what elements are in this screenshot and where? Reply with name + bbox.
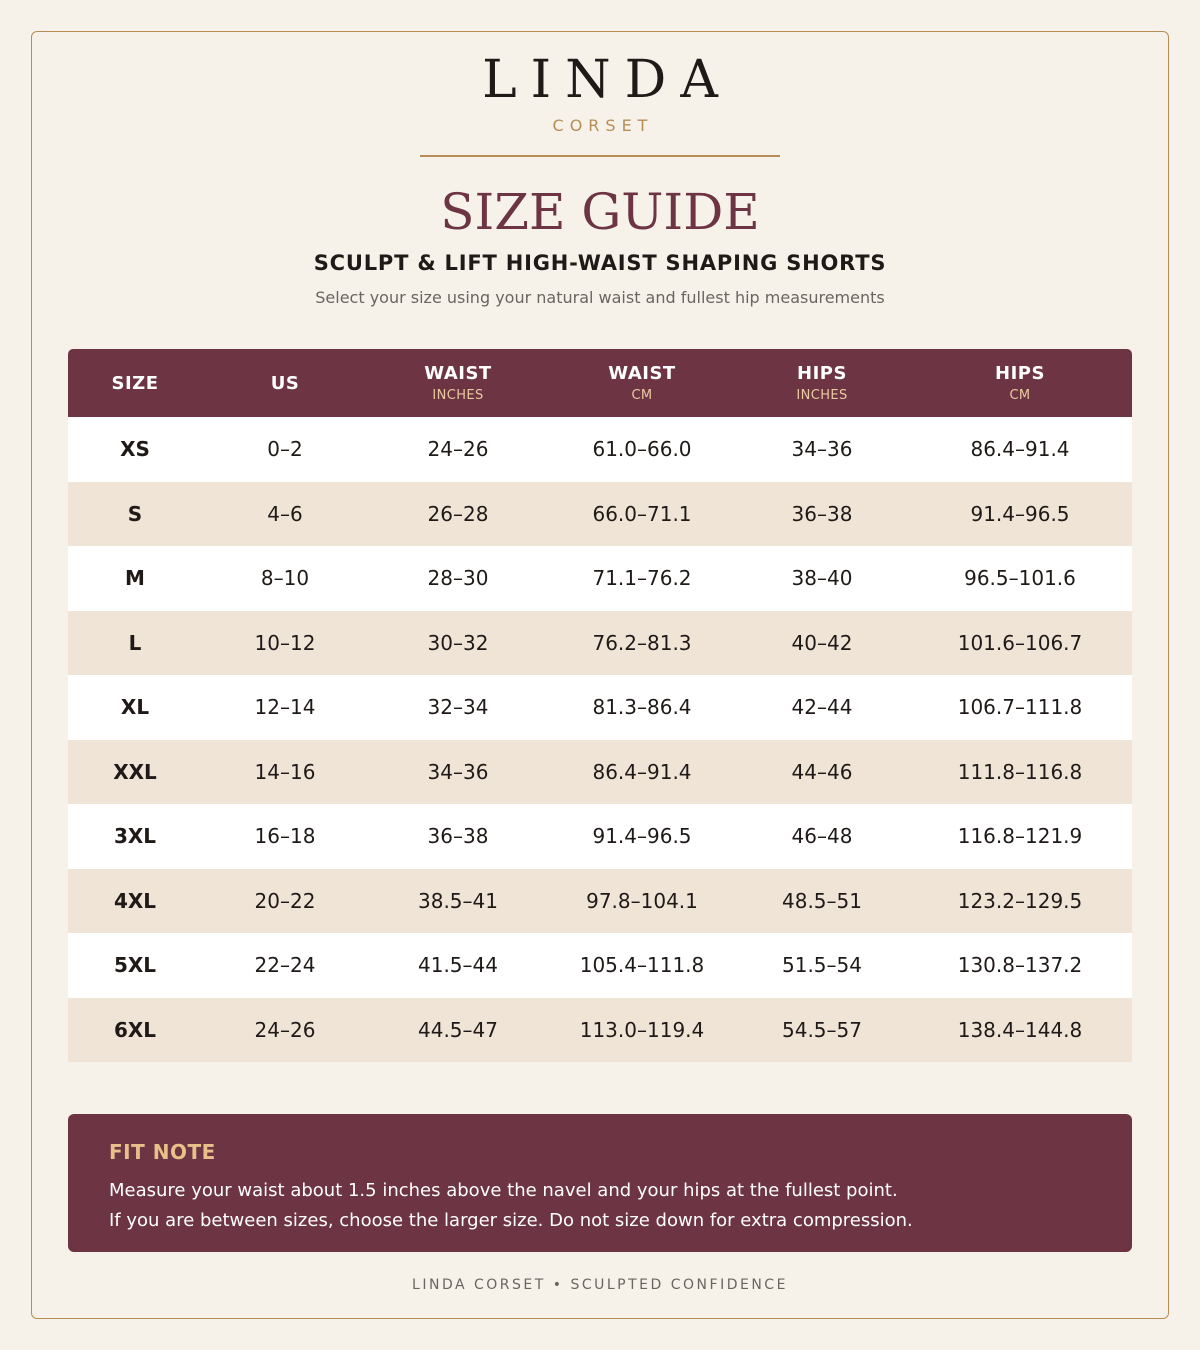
header-waist-cm: WAIST CM bbox=[608, 363, 676, 403]
cell-waist-cm: 105.4–111.8 bbox=[579, 953, 705, 978]
cell-waist-cm: 61.0–66.0 bbox=[592, 437, 692, 462]
table-header bbox=[68, 349, 1132, 417]
cell-waist-in: 41.5–44 bbox=[418, 953, 498, 978]
header-hips-inches: HIPS INCHES bbox=[796, 363, 848, 403]
cell-hips-cm: 86.4–91.4 bbox=[970, 437, 1070, 462]
cell-waist-cm: 97.8–104.1 bbox=[586, 888, 698, 913]
cell-us: 0–2 bbox=[267, 437, 303, 462]
table-row bbox=[68, 740, 1132, 805]
cell-us: 8–10 bbox=[260, 566, 310, 591]
cell-hips-in: 44–46 bbox=[791, 759, 853, 784]
cell-waist-cm: 81.3–86.4 bbox=[592, 695, 692, 720]
fit-note-line: Measure your waist about 1.5 inches above the navel and your hips at the fullest point. bbox=[109, 1180, 898, 1201]
cell-us: 14–16 bbox=[254, 759, 316, 784]
cell-hips-in: 54.5–57 bbox=[782, 1017, 862, 1042]
unit-label: INCHES bbox=[796, 388, 848, 403]
cell-size: S bbox=[127, 501, 143, 526]
header-waist-inches: WAIST INCHES bbox=[424, 363, 492, 403]
cell-hips-cm: 96.5–101.6 bbox=[964, 566, 1076, 591]
cell-hips-in: 34–36 bbox=[791, 437, 853, 462]
fit-note bbox=[68, 1114, 1132, 1252]
table-row bbox=[68, 869, 1132, 934]
cell-waist-cm: 66.0–71.1 bbox=[592, 501, 692, 526]
table-row bbox=[68, 933, 1132, 998]
table-row bbox=[68, 804, 1132, 869]
fit-note-title: FIT NOTE bbox=[109, 1140, 216, 1164]
footer-tagline: LINDA CORSET • SCULPTED CONFIDENCE bbox=[412, 1277, 788, 1293]
cell-size: 6XL bbox=[113, 1017, 157, 1042]
cell-us: 12–14 bbox=[254, 695, 316, 720]
cell-hips-cm: 111.8–116.8 bbox=[957, 759, 1083, 784]
cell-waist-cm: 91.4–96.5 bbox=[592, 824, 692, 849]
table-row bbox=[68, 611, 1132, 676]
cell-waist-in: 44.5–47 bbox=[418, 1017, 498, 1042]
cell-hips-in: 48.5–51 bbox=[782, 888, 862, 913]
cell-hips-in: 36–38 bbox=[791, 501, 853, 526]
header-size: SIZE bbox=[111, 372, 159, 394]
table-body bbox=[68, 417, 1132, 1062]
cell-us: 20–22 bbox=[254, 888, 316, 913]
cell-hips-in: 46–48 bbox=[791, 824, 853, 849]
unit-label: CM bbox=[1009, 388, 1031, 403]
header-divider bbox=[420, 155, 780, 157]
cell-hips-cm: 116.8–121.9 bbox=[957, 824, 1083, 849]
cell-us: 4–6 bbox=[267, 501, 303, 526]
cell-waist-in: 26–28 bbox=[427, 501, 489, 526]
table-row bbox=[68, 675, 1132, 740]
table-row bbox=[68, 417, 1132, 482]
cell-us: 10–12 bbox=[254, 630, 316, 655]
cell-waist-in: 32–34 bbox=[427, 695, 489, 720]
table-row bbox=[68, 482, 1132, 547]
cell-size: M bbox=[125, 566, 145, 591]
cell-hips-cm: 130.8–137.2 bbox=[957, 953, 1083, 978]
unit-label: INCHES bbox=[432, 388, 484, 403]
size-instructions: Select your size using your natural waist and fullest hip measurements bbox=[315, 288, 885, 307]
fit-note-line: If you are between sizes, choose the larger size. Do not size down for extra compression. bbox=[109, 1210, 913, 1231]
cell-size: L bbox=[128, 630, 142, 655]
size-table bbox=[68, 349, 1132, 1062]
cell-size: XS bbox=[120, 437, 150, 462]
cell-waist-in: 34–36 bbox=[427, 759, 489, 784]
cell-hips-cm: 123.2–129.5 bbox=[957, 888, 1083, 913]
brand-logo: LINDA bbox=[482, 50, 732, 110]
cell-hips-in: 42–44 bbox=[791, 695, 853, 720]
page-title: SIZE GUIDE bbox=[440, 183, 760, 241]
cell-waist-in: 28–30 bbox=[427, 566, 489, 591]
cell-waist-cm: 76.2–81.3 bbox=[592, 630, 692, 655]
cell-us: 16–18 bbox=[254, 824, 316, 849]
cell-size: 3XL bbox=[113, 824, 157, 849]
cell-hips-cm: 91.4–96.5 bbox=[970, 501, 1070, 526]
cell-hips-in: 38–40 bbox=[791, 566, 853, 591]
table-row bbox=[68, 998, 1132, 1063]
header-hips-cm: HIPS CM bbox=[995, 363, 1045, 403]
cell-waist-in: 38.5–41 bbox=[418, 888, 498, 913]
header-us: US bbox=[270, 372, 300, 394]
cell-size: 4XL bbox=[113, 888, 157, 913]
table-row bbox=[68, 546, 1132, 611]
brand-subtitle: CORSET bbox=[552, 116, 654, 135]
cell-hips-cm: 101.6–106.7 bbox=[957, 630, 1083, 655]
cell-waist-cm: 71.1–76.2 bbox=[592, 566, 692, 591]
cell-hips-in: 40–42 bbox=[791, 630, 853, 655]
product-name: SCULPT & LIFT HIGH-WAIST SHAPING SHORTS bbox=[313, 251, 887, 275]
cell-waist-cm: 113.0–119.4 bbox=[579, 1017, 705, 1042]
cell-us: 24–26 bbox=[254, 1017, 316, 1042]
cell-hips-in: 51.5–54 bbox=[782, 953, 862, 978]
cell-size: XXL bbox=[113, 759, 157, 784]
cell-waist-in: 36–38 bbox=[427, 824, 489, 849]
cell-waist-in: 24–26 bbox=[427, 437, 489, 462]
cell-hips-cm: 138.4–144.8 bbox=[957, 1017, 1083, 1042]
cell-us: 22–24 bbox=[254, 953, 316, 978]
cell-waist-in: 30–32 bbox=[427, 630, 489, 655]
cell-size: 5XL bbox=[113, 953, 157, 978]
cell-waist-cm: 86.4–91.4 bbox=[592, 759, 692, 784]
cell-size: XL bbox=[120, 695, 150, 720]
cell-hips-cm: 106.7–111.8 bbox=[957, 695, 1083, 720]
unit-label: CM bbox=[631, 388, 653, 403]
